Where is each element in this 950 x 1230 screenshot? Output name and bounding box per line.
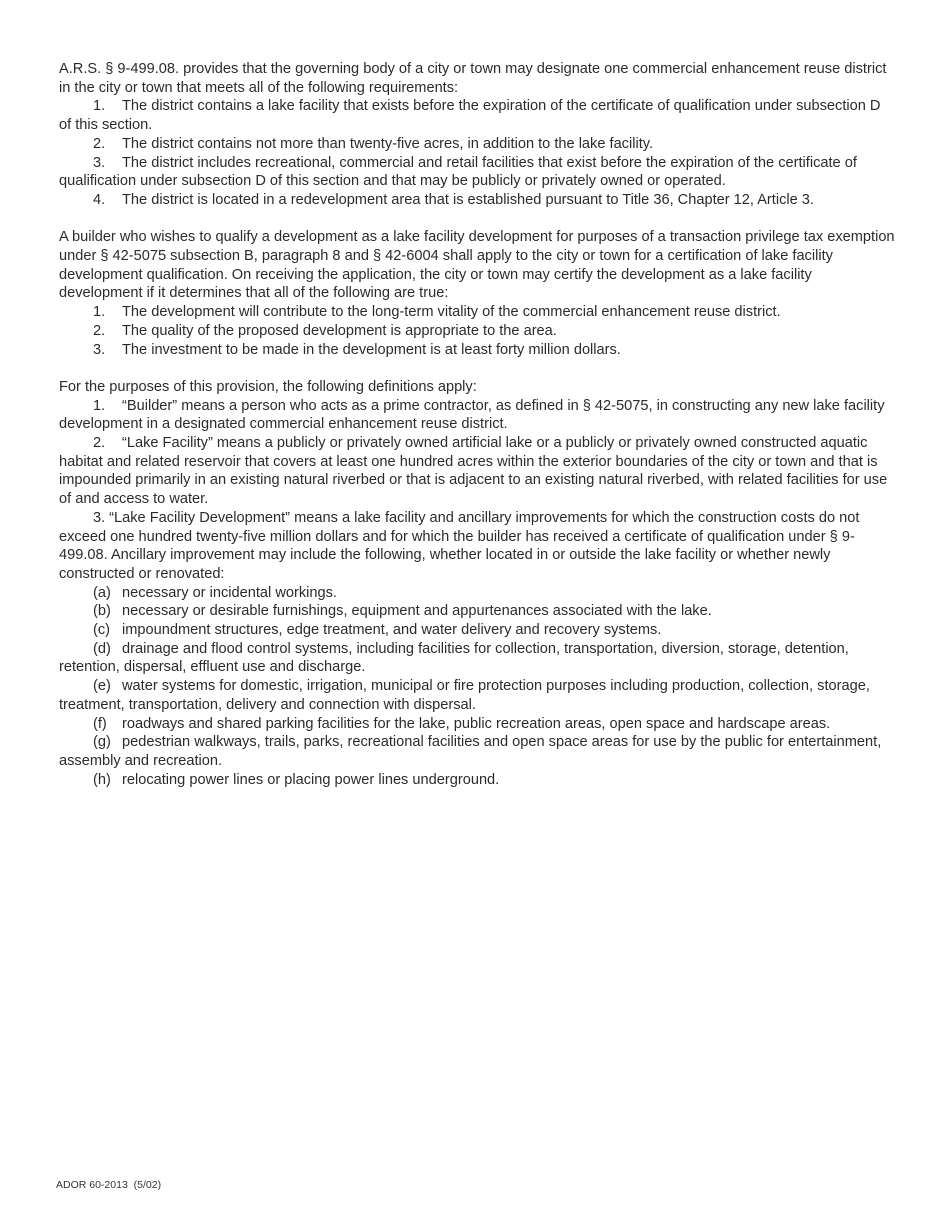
definition-item: 2. “Lake Facility” means a publicly or privately owned artificial lake or a publicly or privately owned constructed aquatic habitat and related reservoir that covers at least one hundred acres within the exterior boundaries of the city or town and that is impounded primarily in an existing natural riverbed or that is adjacent to an existing natural riverbed, with related facilities for use of and access to water.	[59, 435, 888, 508]
improvement-subitem: (e) water systems for domestic, irrigation, municipal or fire protection purposes including production, collection, storage, treatment, transportation, delivery and connection with dispersal.	[59, 678, 870, 713]
improvement-subitem: (c) impoundment structures, edge treatment, and water delivery and recovery systems.	[93, 622, 662, 639]
definition-item: 1. “Builder” means a person who acts as a prime contractor, as defined in § 42-5075, in constructing any new lake facility development in a designated commercial enhancement reuse district.	[59, 397, 885, 433]
definitions-intro: For the purposes of this provision, the following definitions apply:	[59, 378, 477, 395]
builder-qualification-section	[59, 228, 895, 359]
improvement-subitem: (f) roadways and shared parking facilities for the lake, public recreation areas, open space and hardscape areas.	[93, 715, 831, 732]
district-requirements-intro: A.R.S. § 9-499.08. provides that the governing body of a city or town may designate one commercial enhancement reuse district in the city or town that meets all of the following requirements:	[59, 61, 887, 96]
definitions-section	[59, 378, 895, 789]
improvement-subitem: (g) pedestrian walkways, trails, parks, recreational facilities and open space areas for use by the public for entertainment, assembly and recreation.	[59, 734, 882, 769]
improvement-subitem: (d) drainage and flood control systems, including facilities for collection, transportation, diversion, storage, detention, retention, dispersal, effluent use and discharge.	[59, 640, 849, 676]
improvement-subitem: (b) necessary or desirable furnishings, equipment and appurtenances associated with the lake.	[93, 603, 712, 620]
definition-item: 3. “Lake Facility Development” means a lake facility and ancillary improvements for which the construction costs do not exceed one hundred twenty-five million dollars and for which the builder has received a certificate of qualification under § 9-499.08. Ancillary improvement may include the following, whether located in or outside the lake facility or whether newly constructed or renovated:	[59, 509, 860, 582]
improvement-subitem: (a) necessary or incidental workings.	[93, 584, 337, 601]
improvement-subitem: (h) relocating power lines or placing power lines underground.	[93, 771, 500, 788]
builder-qualification-intro: A builder who wishes to qualify a development as a lake facility development for purposes of a transaction privilege tax exemption under § 42-5075 subsection B, paragraph 8 and § 42-6004 shall apply to the city or town for a certification of lake facility development qualification. On receiving the application, the city or town may certify the development as a lake facility development if it determines that all of the following are true:	[59, 229, 895, 302]
district-requirements-section	[59, 60, 895, 210]
form-id: ADOR 60-2013	[56, 1179, 128, 1191]
qualification-item: 3. The investment to be made in the development is at least forty million dollars.	[93, 341, 621, 358]
form-footer	[56, 1179, 161, 1191]
requirement-item: 1. The district contains a lake facility that exists before the expiration of the certificate of qualification under subsection D of this section.	[59, 98, 881, 134]
document-body	[59, 60, 895, 789]
qualification-item: 1. The development will contribute to the long-term vitality of the commercial enhancement reuse district.	[93, 304, 781, 321]
requirement-item: 2. The district contains not more than twenty-five acres, in addition to the lake facility.	[93, 135, 654, 152]
requirement-item: 3. The district includes recreational, commercial and retail facilities that exist before the expiration of the certificate of qualification under subsection D of this section and that may be publicly or privately owned or operated.	[59, 154, 857, 190]
qualification-item: 2. The quality of the proposed development is appropriate to the area.	[93, 322, 557, 339]
requirement-item: 4. The district is located in a redevelopment area that is established pursuant to Title 36, Chapter 12, Article 3.	[93, 191, 814, 208]
form-revision: (5/02)	[133, 1179, 162, 1191]
